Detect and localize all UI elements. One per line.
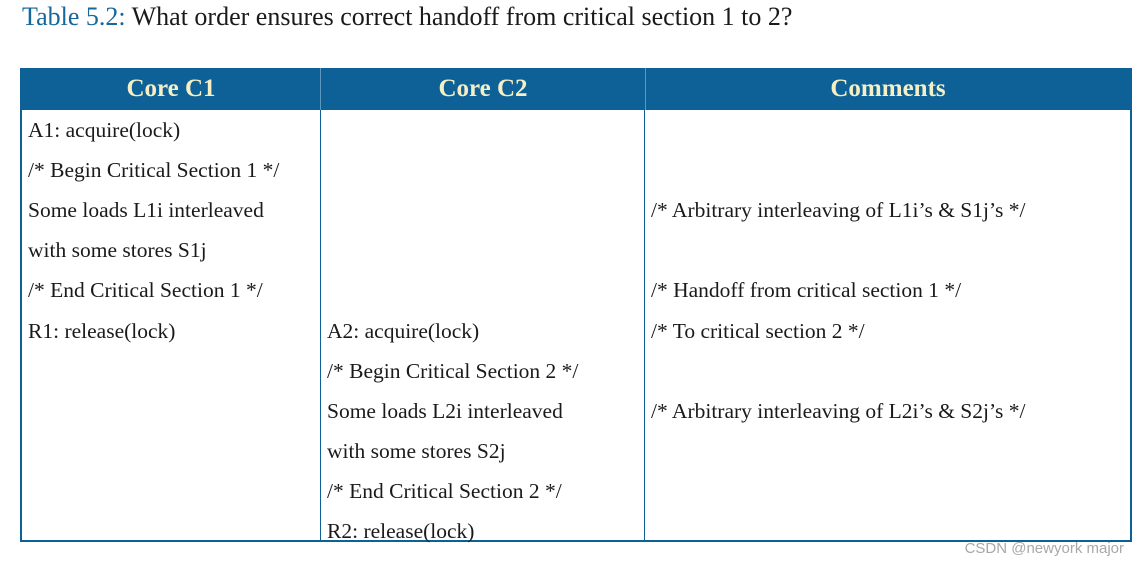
caption-label: Table 5.2: bbox=[22, 2, 126, 31]
table-header bbox=[22, 68, 1130, 110]
core-c2-cell: Some loads L2i interleaved bbox=[327, 398, 563, 423]
table-row bbox=[22, 351, 1130, 391]
table-body bbox=[22, 110, 1130, 544]
core-c2-cell: /* Begin Critical Section 2 */ bbox=[327, 358, 579, 383]
header-core-c1: Core C1 bbox=[22, 68, 321, 110]
core-c1-cell: /* End Critical Section 1 */ bbox=[28, 278, 263, 303]
table-caption bbox=[22, 2, 792, 32]
table-row bbox=[22, 150, 1130, 190]
core-c1-cell: Some loads L1i interleaved bbox=[28, 197, 264, 222]
caption-text: What order ensures correct handoff from critical section 1 to 2? bbox=[125, 2, 793, 31]
handoff-table bbox=[20, 68, 1132, 542]
watermark: CSDN @newyork major bbox=[964, 540, 1124, 557]
core-c2-cell: /* End Critical Section 2 */ bbox=[327, 479, 562, 504]
core-c2-cell: with some stores S2j bbox=[327, 439, 506, 464]
core-c1-cell: R1: release(lock) bbox=[28, 318, 176, 343]
table-row bbox=[22, 271, 1130, 311]
table-row bbox=[22, 231, 1130, 271]
core-c2-cell: R2: release(lock) bbox=[327, 519, 475, 544]
core-c1-cell: with some stores S1j bbox=[28, 238, 207, 263]
comment-cell: /* Arbitrary interleaving of L2i’s & S2j’s */ bbox=[651, 398, 1026, 423]
core-c1-cell: A1: acquire(lock) bbox=[28, 117, 181, 142]
comment-cell: /* To critical section 2 */ bbox=[651, 318, 865, 343]
header-core-c2: Core C2 bbox=[321, 68, 646, 110]
core-c1-cell: /* Begin Critical Section 1 */ bbox=[28, 157, 280, 182]
column-divider bbox=[644, 110, 645, 540]
comment-cell: /* Handoff from critical section 1 */ bbox=[651, 278, 962, 303]
table-row bbox=[22, 391, 1130, 431]
comment-cell: /* Arbitrary interleaving of L1i’s & S1j’s */ bbox=[651, 197, 1026, 222]
core-c2-cell: A2: acquire(lock) bbox=[327, 318, 480, 343]
column-divider bbox=[320, 110, 321, 540]
table-row bbox=[22, 311, 1130, 351]
table-row bbox=[22, 190, 1130, 230]
table-row bbox=[22, 432, 1130, 472]
table-row bbox=[22, 110, 1130, 150]
header-comments: Comments bbox=[830, 75, 946, 102]
table-row bbox=[22, 472, 1130, 512]
